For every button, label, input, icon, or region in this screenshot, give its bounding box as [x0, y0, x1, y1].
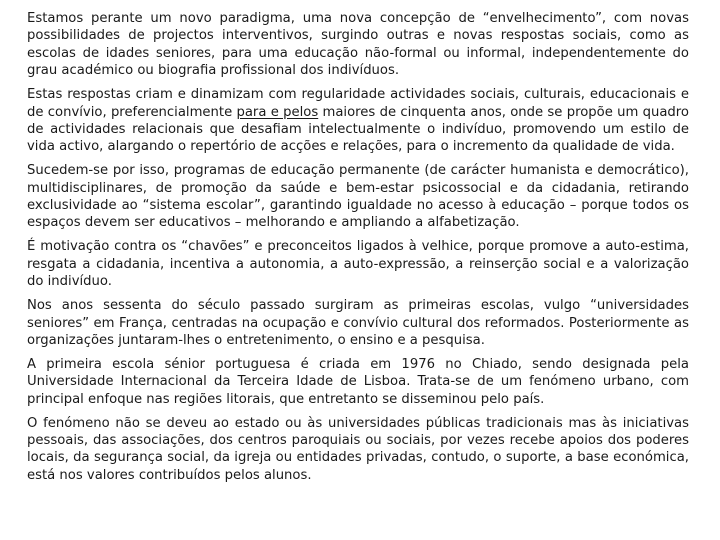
paragraph-5: Nos anos sessenta do século passado surgiram as primeiras escolas, vulgo “universidades seniores” em França, centradas na ocupação e convívio cultural dos reformados. Posteriormente as organizações juntaram-lhes o entretenimento, o ensino e a pesquisa. — [27, 298, 689, 348]
paragraph-3: Sucedem-se por isso, programas de educação permanente (de carácter humanista e democrático), multidisciplinares, de promoção da saúde e bem-estar psicossocial e da cidadania, retirando exclusividade ao “sistema escolar”, garantindo igualdade no acesso à educação – porque todos os espaços devem ser educativos – melhorando e ampliando a alfabetização. — [27, 163, 689, 231]
paragraph-2 — [27, 86, 689, 156]
paragraph-2-text-after: maiores de cinquenta anos, onde se propõe um quadro de actividades relacionais que desafiam intelectualmente o indivíduo, promovendo um estilo de vida activo, alargando o repertório de acções e relações, para o incremento da qualidade de vida. — [27, 104, 689, 155]
paragraph-6: A primeira escola sénior portuguesa é criada em 1976 no Chiado, sendo designada pela Universidade Internacional da Terceira Idade de Lisboa. Trata-se de um fenómeno urbano, com principal enfoque nas regiões litorais, que entretanto se disseminou pelo país. — [27, 356, 689, 407]
paragraph-1: Estamos perante um novo paradigma, uma nova concepção de “envelhecimento”, com novas possibilidades de projectos interventivos, surgindo outras e novas respostas sociais, como as escolas de idades seniores, para uma educação não-formal ou informal, independentemente do grau académico ou biografia profissional dos indivíduos. — [27, 11, 689, 79]
paragraph-2-text-before: Estas respostas criam e dinamizam com regularidade actividades sociais, culturais, educacionais e de convívio, preferencialmente — [27, 87, 689, 120]
paragraph-4: É motivação contra os “chavões” e preconceitos ligados à velhice, porque promove a auto-estima, resgata a cidadania, incentiva a autonomia, a auto-expressão, a reinserção social e a valorização do indivíduo. — [27, 239, 689, 290]
underlined-phrase: para e pelos — [236, 104, 319, 120]
paragraph-7: O fenómeno não se deveu ao estado ou às universidades públicas tradicionais mas às iniciativas pessoais, das associações, dos centros paroquiais ou sociais, por vezes recebe apoios dos poderes locais, da segurança social, da igreja ou entidades privadas, contudo, o suporte, a base económica, está nos valores contribuídos pelos alunos. — [27, 415, 689, 483]
document-body — [27, 10, 689, 491]
